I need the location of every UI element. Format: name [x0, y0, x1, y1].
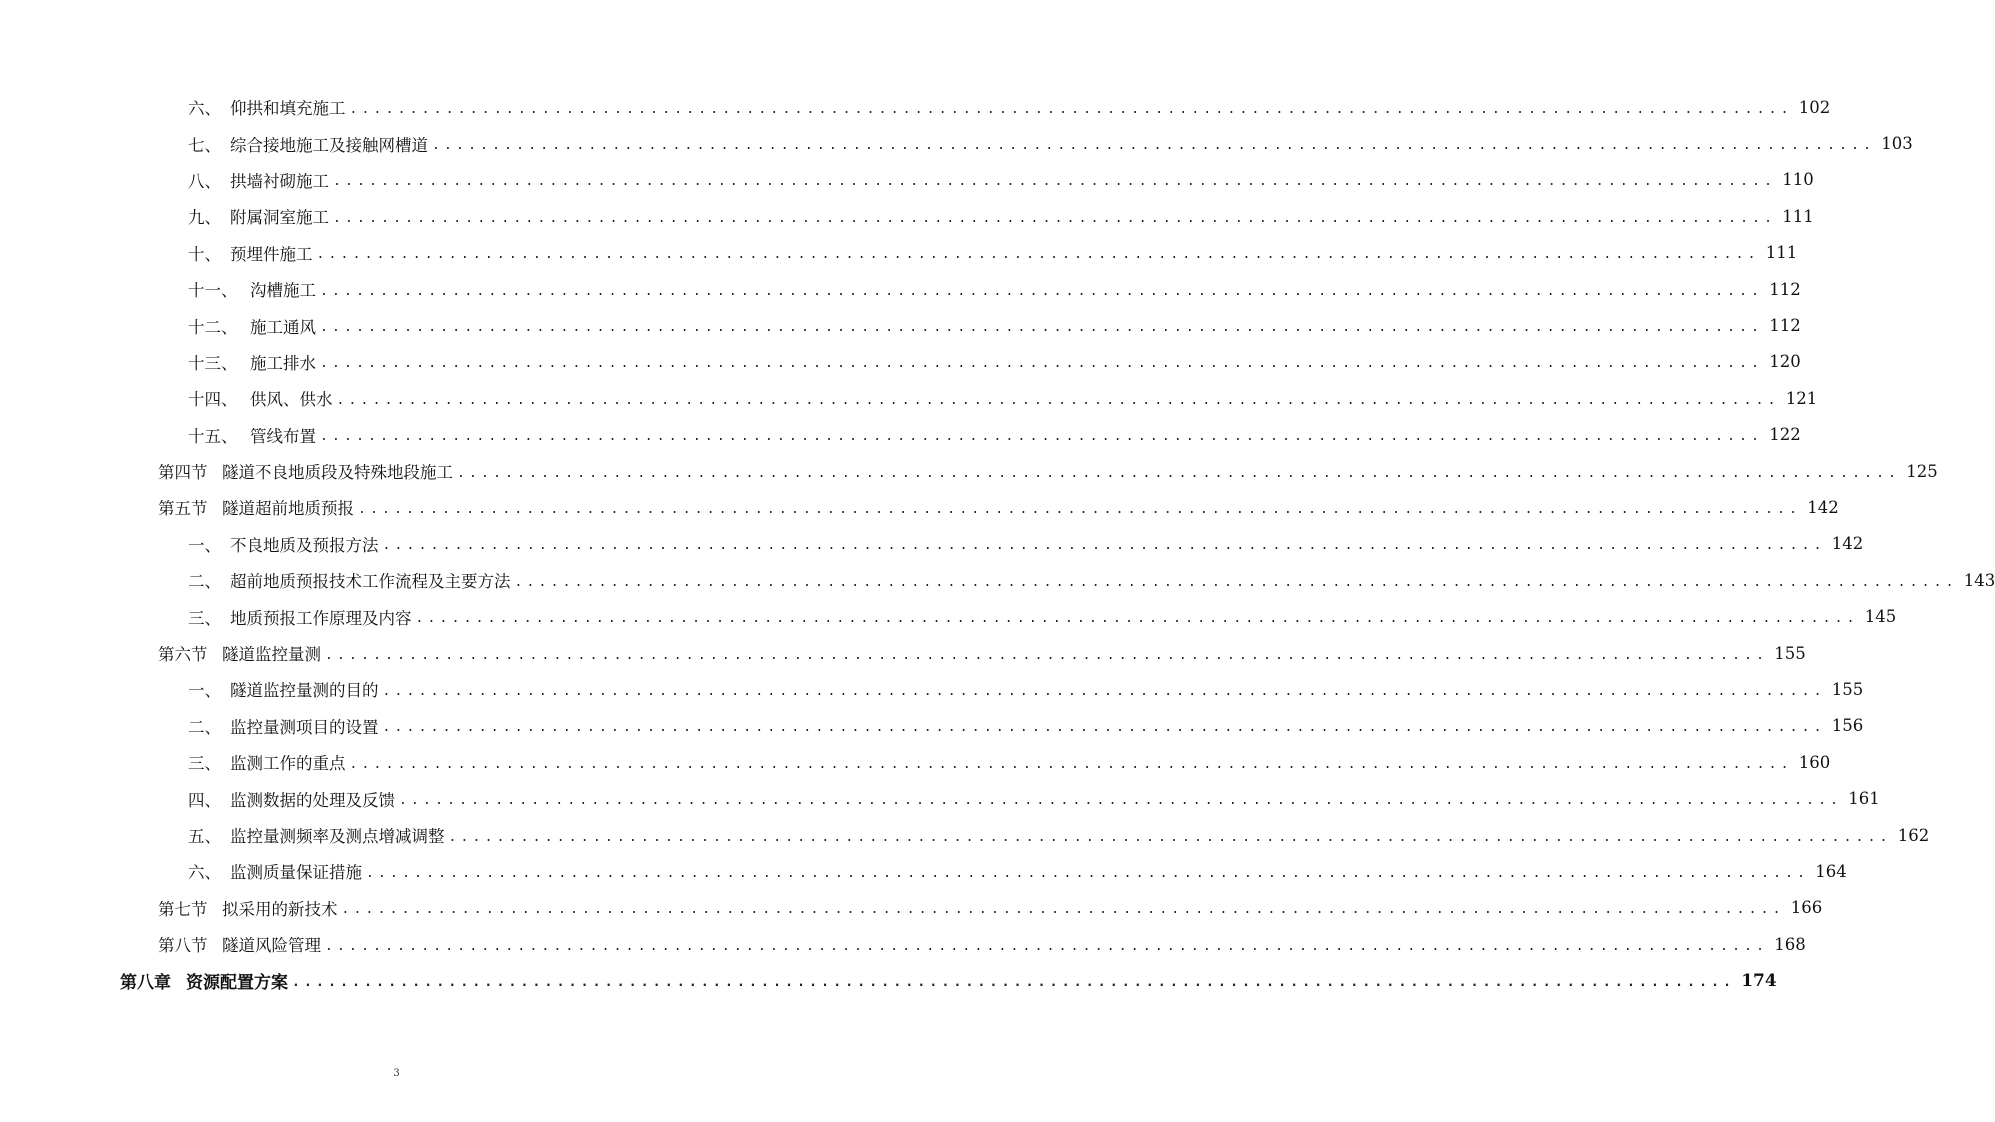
toc-entry-title: 附属洞室施工 — [230, 208, 329, 228]
toc-entry-page-number: 168 — [1774, 934, 1806, 954]
toc-entry-title: 隧道超前地质预报 — [222, 499, 354, 519]
toc-entry-title: 资源配置方案 — [186, 973, 288, 994]
toc-dot-leader: ........................................................................................................................ — [457, 465, 1901, 481]
toc-dot-leader: ........................................................................................................................ — [382, 683, 1826, 699]
toc-entry-title: 管线布置 — [250, 426, 316, 446]
toc-entry-page-number: 111 — [1782, 206, 1814, 226]
toc-dot-leader: ........................................................................................................................ — [415, 611, 1859, 627]
toc-dot-leader: ........................................................................................................................ — [336, 392, 1780, 408]
toc-dot-leader: ........................................................................................................................ — [349, 756, 1793, 772]
toc-subsection-entry[interactable] — [0, 671, 1864, 707]
toc-entry-title: 超前地质预报技术工作流程及主要方法 — [230, 572, 511, 592]
toc-entry-title: 不良地质及预报方法 — [230, 535, 379, 555]
toc-entry-page-number: 156 — [1831, 716, 1864, 736]
toc-dot-leader: ........................................................................................................................ — [320, 320, 1764, 336]
toc-entry-number: 七、 — [188, 135, 221, 155]
toc-entry-page-number: 112 — [1769, 316, 1801, 336]
toc-entry-page-number: 120 — [1769, 352, 1801, 372]
toc-entry-title: 供风、供水 — [250, 390, 333, 410]
toc-subsection-entry[interactable] — [0, 744, 1831, 780]
toc-entry-number: 十二、 — [188, 317, 238, 337]
toc-entry-number: 十四、 — [188, 390, 238, 410]
toc-entry-number: 第四节 — [158, 463, 208, 483]
toc-subsection-entry[interactable] — [0, 198, 1814, 234]
toc-subsection-entry[interactable] — [0, 708, 1864, 744]
toc-entry-title: 监控量测频率及测点增减调整 — [230, 827, 445, 846]
toc-entry-number: 十一、 — [188, 281, 238, 301]
toc-entry-number: 一、 — [188, 535, 221, 555]
toc-entry-page-number: 125 — [1906, 461, 1938, 481]
toc-entry-page-number: 166 — [1790, 898, 1823, 918]
toc-dot-leader: ........................................................................................................................ — [349, 101, 1793, 117]
toc-entry-page-number: 103 — [1881, 134, 1913, 154]
toc-entry-title: 沟槽施工 — [250, 281, 316, 301]
toc-entry-title: 仰拱和填充施工 — [230, 99, 346, 119]
toc-dot-leader: ........................................................................................................................ — [320, 429, 1764, 445]
toc-entry-number: 二、 — [188, 572, 221, 592]
toc-subsection-entry[interactable] — [0, 271, 1801, 307]
toc-entry-number: 第八章 — [120, 973, 171, 994]
toc-subsection-entry[interactable] — [0, 417, 1801, 453]
toc-dot-leader: ........................................................................................................................ — [333, 210, 1777, 226]
toc-entry-number: 十、 — [188, 244, 221, 264]
toc-subsection-entry[interactable] — [0, 235, 1798, 271]
toc-subsection-entry[interactable] — [0, 780, 1880, 816]
toc-dot-leader: ........................................................................................................................ — [333, 174, 1777, 190]
toc-entry-title: 施工通风 — [250, 317, 316, 337]
toc-dot-leader: ........................................................................................................................ — [292, 975, 1736, 991]
toc-dot-leader: ........................................................................................................................ — [325, 938, 1769, 954]
toc-entry-number: 十五、 — [188, 426, 238, 446]
toc-dot-leader: ........................................................................................................................ — [514, 574, 1958, 590]
toc-subsection-entry[interactable] — [0, 853, 1847, 889]
toc-entry-page-number: 143 — [1963, 570, 1995, 590]
toc-entry-number: 十三、 — [188, 353, 238, 373]
toc-dot-leader: ........................................................................................................................ — [382, 720, 1826, 736]
toc-entry-number: 三、 — [188, 608, 221, 628]
toc-entry-title: 综合接地施工及接触网槽道 — [230, 135, 428, 155]
toc-subsection-entry[interactable] — [0, 344, 1801, 380]
toc-entry-number: 六、 — [188, 863, 221, 883]
toc-entry-page-number: 121 — [1785, 388, 1818, 408]
toc-entry-title: 施工排水 — [250, 353, 316, 373]
toc-entry-page-number: 110 — [1782, 170, 1814, 190]
toc-subsection-entry[interactable] — [0, 598, 1897, 634]
toc-entry-page-number: 174 — [1741, 970, 1777, 991]
toc-dot-leader: ........................................................................................................................ — [320, 356, 1764, 372]
toc-entry-title: 拱墙衬砌施工 — [230, 171, 329, 191]
toc-subsection-entry[interactable] — [0, 125, 1913, 161]
toc-dot-leader: ........................................................................................................................ — [399, 793, 1843, 809]
toc-entry-page-number: 161 — [1848, 789, 1880, 809]
toc-entry-title: 监测质量保证措施 — [230, 863, 362, 883]
toc-entry-title: 隧道不良地质段及特殊地段施工 — [222, 463, 453, 483]
toc-entry-page-number: 155 — [1774, 643, 1806, 663]
toc-subsection-entry[interactable] — [0, 562, 1995, 598]
toc-entry-number: 第五节 — [158, 499, 208, 519]
toc-entry-number: 三、 — [188, 754, 221, 774]
toc-subsection-entry[interactable] — [0, 162, 1814, 198]
toc-entry-title: 预埋件施工 — [230, 244, 313, 264]
toc-entry-number: 五、 — [188, 827, 221, 846]
toc-dot-leader: ........................................................................................................................ — [448, 829, 1892, 845]
toc-entry-title: 监控量测项目的设置 — [230, 717, 379, 737]
toc-entry-number: 四、 — [188, 790, 221, 810]
toc-entry-title: 隧道风险管理 — [222, 936, 321, 956]
toc-section-entry[interactable] — [0, 489, 1839, 525]
toc-dot-leader: ........................................................................................................................ — [432, 138, 1876, 154]
toc-entry-page-number: 164 — [1815, 861, 1847, 881]
toc-section-entry[interactable] — [0, 890, 1823, 926]
toc-entry-number: 第七节 — [158, 899, 208, 919]
toc-dot-leader: ........................................................................................................................ — [320, 283, 1764, 299]
toc-dot-leader: ........................................................................................................................ — [366, 865, 1810, 881]
toc-entry-title: 拟采用的新技术 — [222, 899, 338, 919]
toc-entry-number: 第八节 — [158, 936, 208, 956]
toc-dot-leader: ........................................................................................................................ — [358, 501, 1802, 517]
toc-entry-page-number: 111 — [1765, 243, 1798, 263]
toc-entry-page-number: 102 — [1798, 97, 1831, 117]
toc-entry-number: 六、 — [188, 99, 221, 119]
toc-entry-title: 隧道监控量测的目的 — [230, 681, 379, 701]
toc-entry-title: 监测数据的处理及反馈 — [230, 790, 395, 810]
toc-entry-page-number: 160 — [1798, 752, 1831, 772]
toc-dot-leader: ........................................................................................................................ — [382, 538, 1826, 554]
toc-subsection-entry[interactable] — [0, 526, 1864, 562]
toc-entry-page-number: 155 — [1831, 679, 1864, 699]
toc-entry-title: 监测工作的重点 — [230, 754, 346, 774]
toc-entry-number: 八、 — [188, 171, 221, 191]
toc-subsection-entry[interactable] — [0, 307, 1801, 343]
table-of-contents — [0, 89, 1995, 999]
toc-entry-page-number: 162 — [1897, 825, 1930, 845]
toc-subsection-entry[interactable] — [0, 817, 1930, 853]
toc-entry-number: 一、 — [188, 681, 221, 701]
toc-entry-page-number: 122 — [1769, 425, 1801, 445]
toc-entry-number: 第六节 — [158, 645, 208, 665]
toc-dot-leader: ........................................................................................................................ — [325, 647, 1769, 663]
toc-section-entry[interactable] — [0, 635, 1806, 671]
toc-entry-title: 地质预报工作原理及内容 — [230, 608, 412, 628]
toc-subsection-entry[interactable] — [0, 380, 1818, 416]
toc-section-entry[interactable] — [0, 453, 1938, 489]
toc-entry-number: 二、 — [188, 717, 221, 737]
toc-entry-page-number: 142 — [1807, 497, 1839, 517]
toc-subsection-entry[interactable] — [0, 89, 1831, 125]
toc-section-entry[interactable] — [0, 926, 1806, 962]
toc-entry-page-number: 145 — [1864, 607, 1897, 627]
toc-entry-number: 九、 — [188, 208, 221, 228]
toc-entry-page-number: 112 — [1769, 279, 1801, 299]
toc-entry-page-number: 142 — [1831, 534, 1864, 554]
toc-chapter-entry[interactable] — [0, 962, 1777, 998]
page-number: 3 — [393, 1068, 400, 1079]
toc-dot-leader: ........................................................................................................................ — [316, 247, 1760, 263]
toc-entry-title: 隧道监控量测 — [222, 645, 321, 665]
toc-dot-leader: ........................................................................................................................ — [341, 902, 1785, 918]
